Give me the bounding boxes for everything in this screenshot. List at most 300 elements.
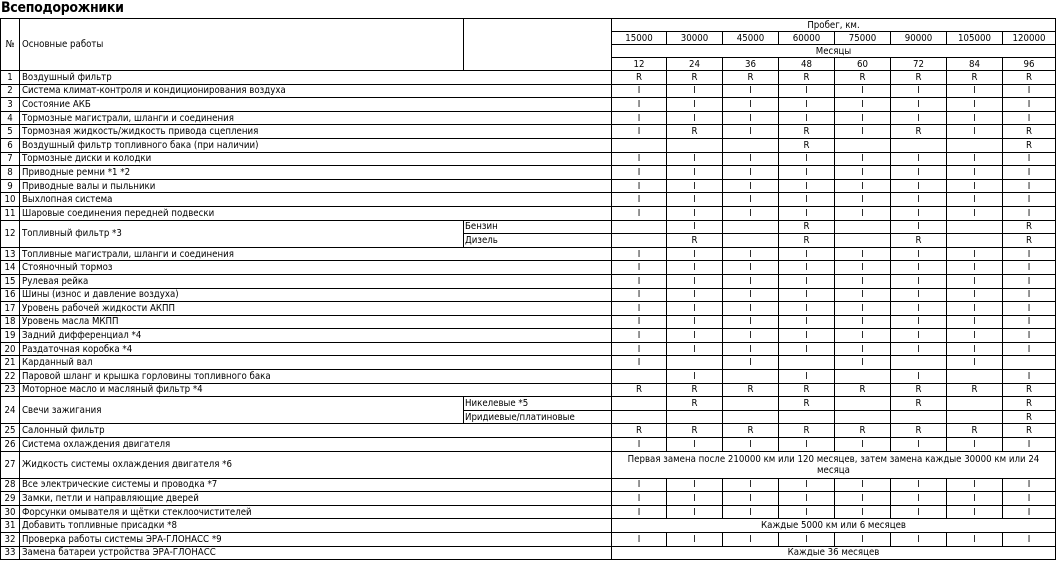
row-work-name: Приводные валы и пыльники — [20, 179, 612, 193]
row-value-cell: I — [723, 274, 779, 288]
row-value-cell: I — [947, 342, 1003, 356]
row-value-cell: R — [667, 424, 723, 438]
row-value-cell: I — [1003, 247, 1056, 261]
row-value-cell: R — [667, 125, 723, 139]
page-title: Всеподорожники — [1, 0, 124, 16]
row-value-cell: I — [947, 247, 1003, 261]
row-value-cell: I — [1003, 533, 1056, 547]
row-value-cell: I — [723, 356, 779, 370]
row-value-cell: I — [779, 193, 835, 207]
row-work-name: Уровень масла МКПП — [20, 315, 612, 329]
row-value-cell: I — [723, 342, 779, 356]
row-number: 17 — [1, 302, 20, 316]
table-row — [1, 451, 1056, 478]
row-value-cell: R — [891, 125, 947, 139]
row-value-cell: I — [779, 261, 835, 275]
row-value-cell: I — [891, 247, 947, 261]
row-value-cell: I — [723, 302, 779, 316]
row-value-cell: I — [891, 274, 947, 288]
row-value-cell: I — [1003, 179, 1056, 193]
row-value-cell: R — [947, 424, 1003, 438]
row-work-name: Топливные магистрали, шланги и соединения — [20, 247, 612, 261]
row-value-cell: R — [835, 71, 891, 85]
table-row — [1, 342, 1056, 356]
km-header-cell: 120000 — [1003, 32, 1056, 45]
row-value-cell: R — [612, 424, 667, 438]
row-number: 21 — [1, 356, 20, 370]
row-value-cell: R — [723, 383, 779, 397]
row-value-cell — [1003, 356, 1056, 370]
row-value-cell: I — [723, 179, 779, 193]
row-number: 19 — [1, 329, 20, 343]
table-row — [1, 261, 1056, 275]
row-value-cell: I — [1003, 505, 1056, 519]
row-value-cell: I — [612, 206, 667, 220]
row-number: 6 — [1, 138, 20, 152]
row-value-cell: R — [891, 397, 947, 411]
row-value-cell: I — [891, 193, 947, 207]
row-value-cell: I — [1003, 206, 1056, 220]
row-value-cell: I — [835, 125, 891, 139]
row-value-cell: I — [891, 206, 947, 220]
row-value-cell: I — [947, 533, 1003, 547]
header-blank — [464, 19, 612, 71]
row-value-cell — [779, 410, 835, 424]
row-value-cell: I — [947, 193, 1003, 207]
row-value-cell: I — [667, 84, 723, 98]
table-row — [1, 71, 1056, 85]
row-value-cell: I — [947, 206, 1003, 220]
row-value-cell: I — [835, 166, 891, 180]
row-value-cell: I — [779, 288, 835, 302]
row-value-cell: I — [947, 98, 1003, 112]
row-value-cell — [835, 138, 891, 152]
row-value-cell: I — [667, 111, 723, 125]
row-value-cell: I — [947, 315, 1003, 329]
km-header-cell: 75000 — [835, 32, 891, 45]
row-value-cell: I — [723, 84, 779, 98]
row-value-cell: I — [612, 166, 667, 180]
row-value-cell: I — [612, 315, 667, 329]
row-value-cell: R — [779, 234, 835, 248]
row-value-cell: I — [835, 261, 891, 275]
row-value-cell: I — [1003, 166, 1056, 180]
table-row — [1, 438, 1056, 452]
row-value-cell: I — [1003, 315, 1056, 329]
table-row — [1, 152, 1056, 166]
row-value-cell: R — [667, 234, 723, 248]
row-variant-label: Иридиевые/платиновые — [464, 410, 612, 424]
row-value-cell: I — [1003, 152, 1056, 166]
row-value-cell: I — [612, 302, 667, 316]
row-value-cell: I — [779, 206, 835, 220]
row-work-name: Выхлопная система — [20, 193, 612, 207]
row-value-cell — [947, 370, 1003, 384]
row-value-cell — [835, 370, 891, 384]
row-value-cell: R — [779, 220, 835, 234]
table-row — [1, 356, 1056, 370]
row-value-cell: R — [667, 71, 723, 85]
row-work-name: Стояночный тормоз — [20, 261, 612, 275]
row-value-cell — [612, 410, 667, 424]
km-header-cell: 15000 — [612, 32, 667, 45]
km-header-cell: 60000 — [779, 32, 835, 45]
row-value-cell: I — [723, 438, 779, 452]
row-number: 3 — [1, 98, 20, 112]
row-value-cell: I — [779, 302, 835, 316]
row-value-cell: I — [1003, 370, 1056, 384]
km-header-cell: 45000 — [723, 32, 779, 45]
km-header-cell: 90000 — [891, 32, 947, 45]
row-value-cell: I — [723, 533, 779, 547]
month-header-cell: 48 — [779, 58, 835, 71]
row-value-cell: I — [723, 206, 779, 220]
row-work-name: Задний дифференциал *4 — [20, 329, 612, 343]
row-value-cell: I — [723, 478, 779, 492]
table-row — [1, 302, 1056, 316]
row-value-cell — [723, 370, 779, 384]
row-value-cell: I — [612, 111, 667, 125]
table-row — [1, 166, 1056, 180]
row-value-cell: I — [947, 288, 1003, 302]
row-value-cell: I — [835, 152, 891, 166]
row-value-cell: I — [723, 329, 779, 343]
row-value-cell: R — [891, 71, 947, 85]
row-value-cell — [612, 397, 667, 411]
row-value-cell: R — [779, 138, 835, 152]
row-number: 16 — [1, 288, 20, 302]
row-value-cell: R — [1003, 410, 1056, 424]
row-value-cell: I — [612, 274, 667, 288]
month-header-cell: 60 — [835, 58, 891, 71]
table-row — [1, 125, 1056, 139]
row-value-cell: I — [612, 179, 667, 193]
row-number: 18 — [1, 315, 20, 329]
row-value-cell: I — [612, 98, 667, 112]
row-value-cell: I — [667, 438, 723, 452]
table-row — [1, 533, 1056, 547]
row-value-cell: I — [891, 220, 947, 234]
row-value-cell: R — [1003, 234, 1056, 248]
row-number: 13 — [1, 247, 20, 261]
table-row — [1, 288, 1056, 302]
table-row — [1, 111, 1056, 125]
row-number: 9 — [1, 179, 20, 193]
table-row — [1, 98, 1056, 112]
row-number: 22 — [1, 370, 20, 384]
row-value-cell — [835, 220, 891, 234]
row-value-cell: I — [667, 261, 723, 275]
row-work-name: Форсунки омывателя и щётки стеклоочистителей — [20, 505, 612, 519]
row-number: 12 — [1, 220, 20, 247]
table-row — [1, 315, 1056, 329]
row-value-cell: I — [723, 152, 779, 166]
row-work-name: Моторное масло и масляный фильтр *4 — [20, 383, 612, 397]
row-value-cell: I — [779, 370, 835, 384]
row-value-cell: I — [1003, 492, 1056, 506]
row-value-cell — [723, 397, 779, 411]
row-value-cell: I — [612, 288, 667, 302]
row-value-cell — [835, 234, 891, 248]
row-value-cell: R — [667, 383, 723, 397]
row-value-cell: R — [1003, 125, 1056, 139]
row-value-cell: I — [891, 533, 947, 547]
row-value-cell: I — [1003, 342, 1056, 356]
row-number: 33 — [1, 546, 20, 560]
row-value-cell: I — [667, 193, 723, 207]
month-header-cell: 12 — [612, 58, 667, 71]
row-value-cell: I — [891, 329, 947, 343]
row-value-cell — [835, 397, 891, 411]
row-value-cell: I — [835, 329, 891, 343]
row-value-cell — [835, 410, 891, 424]
row-value-cell: R — [1003, 138, 1056, 152]
row-number: 28 — [1, 478, 20, 492]
table-row — [1, 370, 1056, 384]
row-value-cell — [947, 410, 1003, 424]
row-value-cell: I — [667, 288, 723, 302]
month-header-cell: 24 — [667, 58, 723, 71]
row-value-cell: R — [1003, 397, 1056, 411]
row-number: 1 — [1, 71, 20, 85]
row-interval-note: Каждые 5000 км или 6 месяцев — [612, 519, 1056, 533]
row-number: 20 — [1, 342, 20, 356]
table-row — [1, 193, 1056, 207]
row-value-cell: I — [891, 261, 947, 275]
row-work-name: Проверка работы системы ЭРА-ГЛОНАСС *9 — [20, 533, 612, 547]
row-value-cell: I — [835, 438, 891, 452]
row-value-cell: I — [891, 478, 947, 492]
row-value-cell: I — [667, 505, 723, 519]
row-value-cell: I — [779, 342, 835, 356]
row-value-cell: I — [891, 152, 947, 166]
table-body — [1, 19, 1056, 560]
row-number: 14 — [1, 261, 20, 275]
row-value-cell: I — [667, 533, 723, 547]
row-interval-note: Первая замена после 210000 км или 120 месяцев, затем замена каждые 30000 км или 24 месяца — [612, 451, 1056, 478]
table-row — [1, 220, 1056, 234]
row-value-cell: I — [667, 329, 723, 343]
row-work-name: Топливный фильтр *3 — [20, 220, 464, 247]
table-row — [1, 519, 1056, 533]
row-value-cell: I — [612, 356, 667, 370]
row-value-cell: I — [667, 315, 723, 329]
row-number: 7 — [1, 152, 20, 166]
row-value-cell: I — [947, 111, 1003, 125]
row-value-cell: I — [1003, 261, 1056, 275]
row-value-cell: I — [667, 98, 723, 112]
row-value-cell: I — [779, 166, 835, 180]
row-value-cell: I — [835, 356, 891, 370]
row-value-cell: I — [891, 84, 947, 98]
row-value-cell — [612, 220, 667, 234]
row-value-cell: I — [835, 274, 891, 288]
row-value-cell: R — [612, 71, 667, 85]
month-header-cell: 96 — [1003, 58, 1056, 71]
row-work-name: Уровень рабочей жидкости АКПП — [20, 302, 612, 316]
row-value-cell — [723, 220, 779, 234]
table-row — [1, 424, 1056, 438]
row-value-cell: I — [612, 492, 667, 506]
table-row — [1, 179, 1056, 193]
row-value-cell: R — [779, 383, 835, 397]
table-row — [1, 397, 1056, 411]
row-work-name: Состояние АКБ — [20, 98, 612, 112]
row-value-cell: R — [835, 424, 891, 438]
row-value-cell: I — [1003, 329, 1056, 343]
row-value-cell — [667, 138, 723, 152]
row-value-cell: I — [612, 261, 667, 275]
row-work-name: Тормозные магистрали, шланги и соединения — [20, 111, 612, 125]
row-number: 5 — [1, 125, 20, 139]
row-value-cell: I — [835, 288, 891, 302]
month-header-cell: 36 — [723, 58, 779, 71]
row-work-name: Замена батареи устройства ЭРА-ГЛОНАСС — [20, 546, 612, 560]
row-value-cell: I — [612, 478, 667, 492]
row-value-cell — [723, 410, 779, 424]
row-value-cell — [612, 234, 667, 248]
row-value-cell: I — [612, 505, 667, 519]
row-value-cell: I — [723, 492, 779, 506]
row-value-cell: I — [667, 152, 723, 166]
row-value-cell: R — [1003, 71, 1056, 85]
row-work-name: Шаровые соединения передней подвески — [20, 206, 612, 220]
row-value-cell: I — [835, 247, 891, 261]
row-value-cell: I — [779, 152, 835, 166]
row-value-cell — [612, 370, 667, 384]
table-row — [1, 84, 1056, 98]
row-value-cell: I — [947, 302, 1003, 316]
month-header-cell: 72 — [891, 58, 947, 71]
row-value-cell: I — [835, 478, 891, 492]
row-value-cell — [947, 234, 1003, 248]
row-value-cell: I — [723, 193, 779, 207]
row-value-cell: I — [723, 505, 779, 519]
row-value-cell: R — [1003, 424, 1056, 438]
row-value-cell: I — [667, 274, 723, 288]
row-value-cell: R — [723, 424, 779, 438]
row-value-cell — [723, 234, 779, 248]
row-value-cell: I — [891, 342, 947, 356]
row-variant-label: Никелевые *5 — [464, 397, 612, 411]
maintenance-table — [0, 18, 1056, 560]
row-value-cell: I — [835, 179, 891, 193]
row-value-cell: I — [1003, 478, 1056, 492]
row-value-cell: I — [1003, 288, 1056, 302]
row-value-cell: I — [891, 492, 947, 506]
row-number: 27 — [1, 451, 20, 478]
row-number: 8 — [1, 166, 20, 180]
row-value-cell: I — [612, 533, 667, 547]
row-value-cell: I — [835, 342, 891, 356]
row-value-cell: I — [667, 370, 723, 384]
row-work-name: Тормозные диски и колодки — [20, 152, 612, 166]
month-header-cell: 84 — [947, 58, 1003, 71]
row-value-cell: R — [891, 234, 947, 248]
row-work-name: Паровой шланг и крышка горловины топливного бака — [20, 370, 612, 384]
row-work-name: Приводные ремни *1 *2 — [20, 166, 612, 180]
row-value-cell: I — [835, 492, 891, 506]
row-value-cell: I — [779, 84, 835, 98]
row-value-cell: I — [891, 505, 947, 519]
row-value-cell: I — [1003, 438, 1056, 452]
row-value-cell — [947, 138, 1003, 152]
row-work-name: Свечи зажигания — [20, 397, 464, 424]
row-value-cell: I — [1003, 302, 1056, 316]
row-work-name: Салонный фильтр — [20, 424, 612, 438]
km-header-cell: 105000 — [947, 32, 1003, 45]
row-value-cell: R — [1003, 220, 1056, 234]
row-work-name: Тормозная жидкость/жидкость привода сцепления — [20, 125, 612, 139]
row-value-cell: R — [835, 383, 891, 397]
row-value-cell: I — [667, 166, 723, 180]
row-value-cell: I — [835, 533, 891, 547]
row-value-cell: I — [667, 206, 723, 220]
row-work-name: Рулевая рейка — [20, 274, 612, 288]
table-row — [1, 206, 1056, 220]
row-value-cell: R — [891, 383, 947, 397]
row-value-cell: R — [779, 424, 835, 438]
row-value-cell: I — [947, 274, 1003, 288]
row-value-cell: I — [891, 438, 947, 452]
row-value-cell: R — [779, 125, 835, 139]
row-value-cell: R — [667, 397, 723, 411]
row-value-cell: I — [947, 438, 1003, 452]
row-value-cell: I — [779, 179, 835, 193]
row-value-cell — [891, 356, 947, 370]
row-value-cell: I — [723, 247, 779, 261]
row-value-cell: I — [1003, 274, 1056, 288]
row-value-cell: I — [779, 438, 835, 452]
row-number: 30 — [1, 505, 20, 519]
row-value-cell: I — [891, 302, 947, 316]
row-work-name: Жидкость системы охлаждения двигателя *6 — [20, 451, 612, 478]
row-value-cell: I — [723, 111, 779, 125]
row-value-cell: R — [779, 71, 835, 85]
row-value-cell: I — [723, 288, 779, 302]
row-work-name: Система охлаждения двигателя — [20, 438, 612, 452]
table-row — [1, 478, 1056, 492]
row-value-cell: I — [835, 98, 891, 112]
row-value-cell: I — [947, 261, 1003, 275]
row-number: 11 — [1, 206, 20, 220]
row-value-cell: I — [667, 302, 723, 316]
row-work-name: Раздаточная коробка *4 — [20, 342, 612, 356]
row-number: 24 — [1, 397, 20, 424]
row-interval-note: Каждые 36 месяцев — [612, 546, 1056, 560]
row-value-cell: R — [1003, 383, 1056, 397]
row-value-cell: I — [835, 193, 891, 207]
row-value-cell: I — [612, 329, 667, 343]
row-value-cell: I — [723, 166, 779, 180]
row-value-cell — [667, 356, 723, 370]
row-value-cell: R — [612, 383, 667, 397]
row-value-cell: I — [723, 315, 779, 329]
row-value-cell: I — [779, 533, 835, 547]
row-value-cell: I — [835, 84, 891, 98]
table-row — [1, 492, 1056, 506]
row-value-cell: I — [612, 342, 667, 356]
row-value-cell: I — [667, 220, 723, 234]
table-row — [1, 274, 1056, 288]
row-value-cell: I — [723, 261, 779, 275]
row-work-name: Воздушный фильтр топливного бака (при наличии) — [20, 138, 612, 152]
row-value-cell: R — [947, 383, 1003, 397]
row-value-cell: I — [779, 505, 835, 519]
header-mileage: Пробег, км. — [612, 19, 1056, 32]
header-work: Основные работы — [20, 19, 464, 71]
row-value-cell: I — [891, 370, 947, 384]
